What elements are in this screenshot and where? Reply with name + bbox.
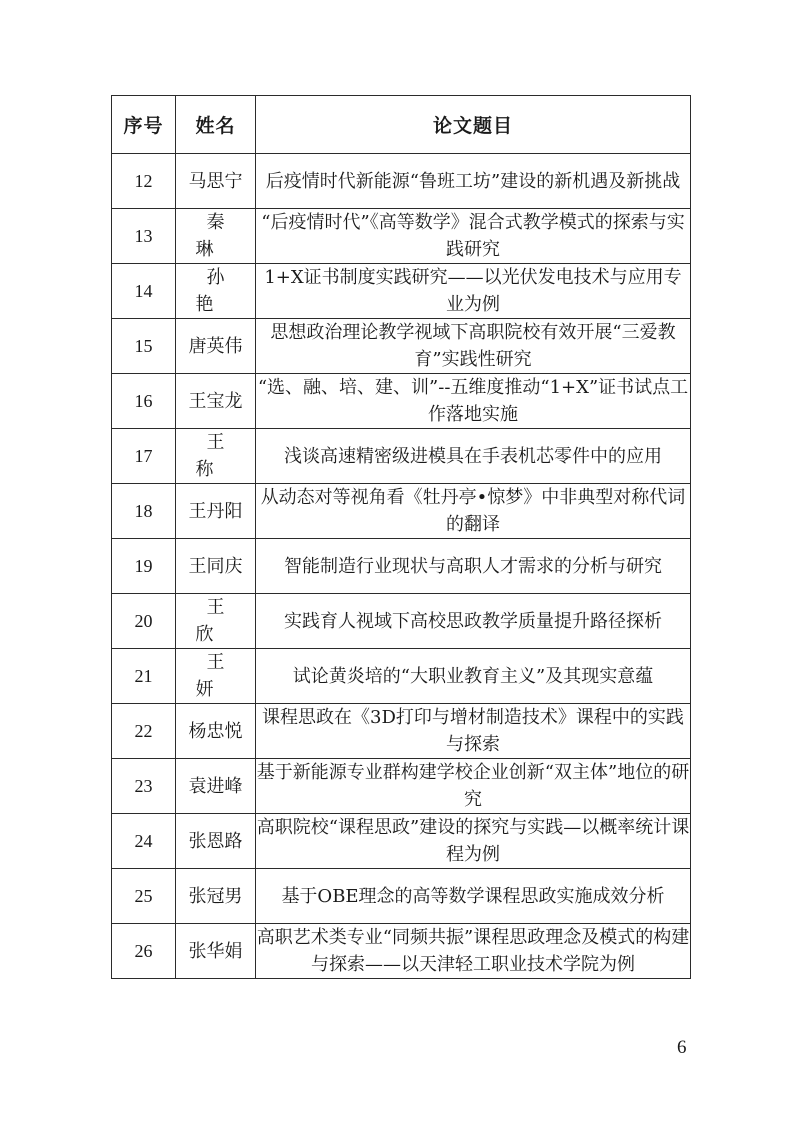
row-name: 王称 xyxy=(176,429,256,484)
table-row xyxy=(112,319,691,374)
row-num: 18 xyxy=(112,484,176,539)
row-name: 孙艳 xyxy=(176,264,256,319)
row-num: 15 xyxy=(112,319,176,374)
row-title: 试论黄炎培的“大职业教育主义”及其现实意蕴 xyxy=(256,649,691,704)
table-row xyxy=(112,704,691,759)
row-num: 14 xyxy=(112,264,176,319)
table-row xyxy=(112,264,691,319)
row-name: 秦琳 xyxy=(176,209,256,264)
table-header-row xyxy=(112,96,691,154)
row-name: 唐英伟 xyxy=(176,319,256,374)
row-num: 22 xyxy=(112,704,176,759)
row-title: 基于OBE理念的高等数学课程思政实施成效分析 xyxy=(256,869,691,924)
row-name: 张冠男 xyxy=(176,869,256,924)
table-row xyxy=(112,374,691,429)
row-num: 20 xyxy=(112,594,176,649)
row-title: 思想政治理论教学视域下高职院校有效开展“三爱教育”实践性研究 xyxy=(256,319,691,374)
table-row xyxy=(112,649,691,704)
row-title: 基于新能源专业群构建学校企业创新“双主体”地位的研究 xyxy=(256,759,691,814)
row-title: 实践育人视域下高校思政教学质量提升路径探析 xyxy=(256,594,691,649)
table-row xyxy=(112,484,691,539)
row-name: 王同庆 xyxy=(176,539,256,594)
table-row xyxy=(112,594,691,649)
row-title: 课程思政在《3D打印与增材制造技术》课程中的实践与探索 xyxy=(256,704,691,759)
row-title: “后疫情时代”《高等数学》混合式教学模式的探索与实践研究 xyxy=(256,209,691,264)
header-name: 姓名 xyxy=(176,96,256,154)
row-num: 23 xyxy=(112,759,176,814)
row-num: 19 xyxy=(112,539,176,594)
row-name: 王宝龙 xyxy=(176,374,256,429)
table-row xyxy=(112,539,691,594)
row-name: 马思宁 xyxy=(176,154,256,209)
table-row xyxy=(112,429,691,484)
header-num: 序号 xyxy=(112,96,176,154)
table-row xyxy=(112,924,691,979)
row-name: 张华娟 xyxy=(176,924,256,979)
row-title: 智能制造行业现状与高职人才需求的分析与研究 xyxy=(256,539,691,594)
row-name: 王丹阳 xyxy=(176,484,256,539)
row-title: “选、融、培、建、训”--五维度推动“1+X”证书试点工作落地实施 xyxy=(256,374,691,429)
row-name: 杨忠悦 xyxy=(176,704,256,759)
row-num: 26 xyxy=(112,924,176,979)
table-row xyxy=(112,759,691,814)
row-title: 后疫情时代新能源“鲁班工坊”建设的新机遇及新挑战 xyxy=(256,154,691,209)
row-num: 21 xyxy=(112,649,176,704)
row-title: 从动态对等视角看《牡丹亭•惊梦》中非典型对称代词的翻译 xyxy=(256,484,691,539)
row-title: 1+X证书制度实践研究——以光伏发电技术与应用专业为例 xyxy=(256,264,691,319)
table-row xyxy=(112,209,691,264)
table-row xyxy=(112,154,691,209)
row-title: 高职院校“课程思政”建设的探究与实践—以概率统计课程为例 xyxy=(256,814,691,869)
row-num: 17 xyxy=(112,429,176,484)
row-num: 24 xyxy=(112,814,176,869)
row-name: 袁进峰 xyxy=(176,759,256,814)
row-title: 浅谈高速精密级进模具在手表机芯零件中的应用 xyxy=(256,429,691,484)
row-title: 高职艺术类专业“同频共振”课程思政理念及模式的构建与探索——以天津轻工职业技术学院为例 xyxy=(256,924,691,979)
row-num: 16 xyxy=(112,374,176,429)
page-number: 6 xyxy=(677,1037,687,1058)
table-row xyxy=(112,814,691,869)
row-num: 13 xyxy=(112,209,176,264)
row-name: 王欣 xyxy=(176,594,256,649)
row-name: 王妍 xyxy=(176,649,256,704)
row-name: 张恩路 xyxy=(176,814,256,869)
row-num: 25 xyxy=(112,869,176,924)
paper-list-table xyxy=(111,95,691,979)
header-title: 论文题目 xyxy=(256,96,691,154)
row-num: 12 xyxy=(112,154,176,209)
table-row xyxy=(112,869,691,924)
